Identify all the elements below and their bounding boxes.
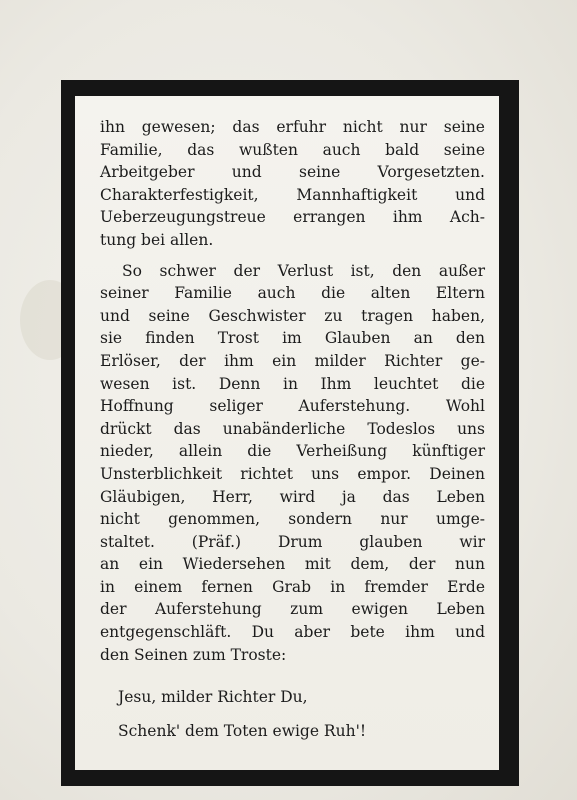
text-line: den Seinen zum Troste:	[100, 645, 287, 664]
text-line: Gläubigen, Herr, wird ja das Leben	[100, 487, 485, 506]
text-line: sie finden Trost im Glauben an den	[100, 329, 485, 348]
black-border-bottom	[61, 770, 519, 786]
text-line: drückt das unabänderliche Todeslos uns	[100, 419, 485, 438]
text-line: Familie, das wußten auch bald seine	[100, 140, 485, 159]
body-text	[100, 116, 485, 748]
text-line: seiner Familie auch die alten Eltern	[100, 284, 485, 303]
black-border-right	[499, 80, 519, 786]
black-border-top	[61, 80, 519, 96]
text-line: der Auferstehung zum ewigen Leben	[100, 600, 485, 619]
text-line: staltet. (Präf.) Drum glauben wir	[100, 532, 485, 551]
text-line: an ein Wiedersehen mit dem, der nun	[100, 555, 485, 574]
text-line: Charakterfestigkeit, Mannhaftigkeit und	[100, 185, 485, 204]
text-line: Arbeitgeber und seine Vorgesetzten.	[100, 163, 485, 182]
text-line: Hoffnung seliger Auferstehung. Wohl	[100, 397, 485, 416]
paragraph-gap	[100, 252, 485, 260]
verse-line: Jesu, milder Richter Du,	[118, 688, 308, 707]
closing-verse	[100, 680, 485, 748]
text-line: So schwer der Verlust ist, den außer	[122, 261, 485, 280]
text-line: wesen ist. Denn in Ihm leuchtet die	[100, 374, 485, 393]
text-line: nicht genommen, sondern nur umge-	[100, 510, 485, 529]
verse-line: Schenk' dem Toten ewige Ruh'!	[118, 722, 367, 741]
text-line: Ueberzeugungstreue errangen ihm Ach-	[100, 208, 485, 227]
paragraph-1	[100, 116, 485, 252]
text-line: nieder, allein die Verheißung künftiger	[100, 442, 485, 461]
text-line: Unsterblichkeit richtet uns empor. Deinen	[100, 464, 485, 483]
text-line: in einem fernen Grab in fremder Erde	[100, 577, 485, 596]
text-line: Erlöser, der ihm ein milder Richter ge-	[100, 351, 485, 370]
text-line: ihn gewesen; das erfuhr nicht nur seine	[100, 118, 485, 136]
black-border-left	[61, 80, 75, 778]
text-line: und seine Geschwister zu tragen haben,	[100, 306, 485, 325]
text-line: tung bei allen.	[100, 230, 214, 249]
text-line: entgegenschläft. Du aber bete ihm und	[100, 623, 485, 642]
paragraph-2	[100, 260, 485, 667]
